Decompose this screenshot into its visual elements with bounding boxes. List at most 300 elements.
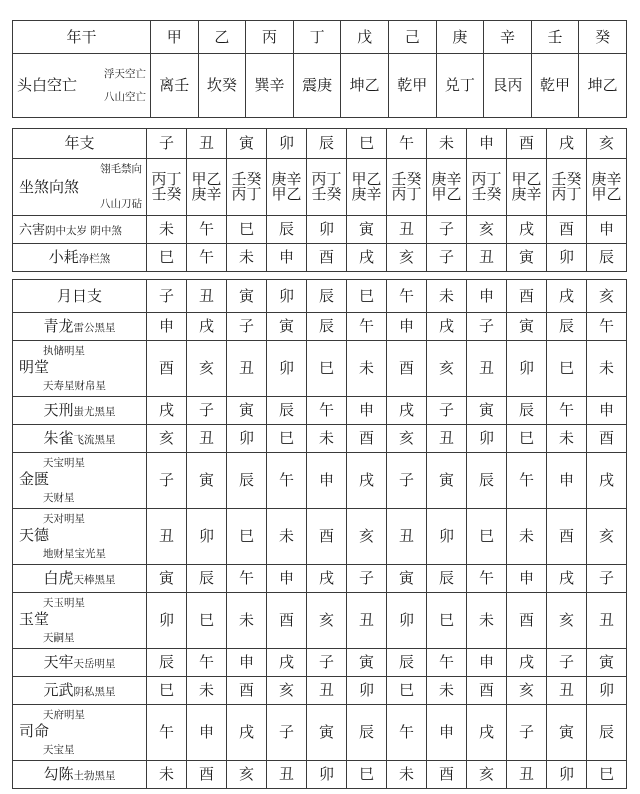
stem-cell: 庚 xyxy=(436,21,484,54)
branch-cell: 巳 xyxy=(347,280,387,313)
value-cell: 丑 xyxy=(467,341,507,397)
value-cell: 丑 xyxy=(147,509,187,565)
value-cell: 巳 xyxy=(147,244,187,272)
pair-cell: 甲乙 庚辛 xyxy=(347,159,387,216)
six-harm-row xyxy=(13,216,627,244)
value-cell: 丑 xyxy=(547,677,587,705)
value-cell: 寅 xyxy=(587,649,627,677)
spirit-main: 天牢 xyxy=(43,653,74,671)
spirit-sub-bottom: 天财星 xyxy=(43,491,75,504)
stem-cell: 己 xyxy=(388,21,436,54)
spirit-sub: 飞流黑星 xyxy=(73,434,116,446)
value-cell: 未 xyxy=(307,425,347,453)
value-cell: 申 xyxy=(427,705,467,761)
pair-cell: 庚辛 甲乙 xyxy=(267,159,307,216)
value-cell: 子 xyxy=(267,705,307,761)
value-cell: 丑 xyxy=(507,761,547,789)
value-cell: 辰 xyxy=(387,649,427,677)
value-cell: 午 xyxy=(387,705,427,761)
spirit-main: 明堂 xyxy=(19,358,50,376)
value-cell: 申 xyxy=(187,705,227,761)
value-cell: 卯 xyxy=(147,593,187,649)
branch-cell: 丑 xyxy=(187,129,227,159)
row-sub-label: 八山空亡 xyxy=(104,90,146,103)
value-cell: 子 xyxy=(147,453,187,509)
value-cell: 巳 xyxy=(227,509,267,565)
pair-cell: 庚辛 甲乙 xyxy=(427,159,467,216)
value-cell: 戌 xyxy=(227,705,267,761)
year-stem-table xyxy=(12,20,627,118)
row-sub-label: 翎毛禁向 xyxy=(100,163,142,175)
small-loss-label: 小耗净栏煞 xyxy=(13,244,147,272)
value-cell: 辰 xyxy=(467,453,507,509)
spirit-sub-top: 天对明星 xyxy=(43,513,85,525)
year-stem-header-row xyxy=(13,21,627,54)
value-cell: 戌 xyxy=(587,453,627,509)
month-day-row xyxy=(13,705,627,761)
value-cell: 亥 xyxy=(507,677,547,705)
value-cell: 寅 xyxy=(547,705,587,761)
pair-cell: 甲乙 庚辛 xyxy=(507,159,547,216)
spirit-label xyxy=(13,565,147,593)
spirit-label xyxy=(13,509,147,565)
value-cell: 巳 xyxy=(467,509,507,565)
value-cell: 震庚 xyxy=(293,54,341,118)
value-cell: 午 xyxy=(347,313,387,341)
value-cell: 午 xyxy=(267,453,307,509)
value-cell: 亥 xyxy=(267,677,307,705)
month-day-header-label: 月日支 xyxy=(13,280,147,313)
value-cell: 申 xyxy=(147,313,187,341)
spirit-main: 司命 xyxy=(19,722,50,740)
value-cell: 寅 xyxy=(387,565,427,593)
value-cell: 未 xyxy=(467,593,507,649)
spirit-label xyxy=(13,453,147,509)
value-cell: 寅 xyxy=(307,705,347,761)
month-day-header-row xyxy=(13,280,627,313)
stem-cell: 癸 xyxy=(579,21,627,54)
value-cell: 丑 xyxy=(387,216,427,244)
spirit-main: 青龙 xyxy=(43,317,74,335)
value-cell: 酉 xyxy=(387,341,427,397)
value-cell: 子 xyxy=(227,313,267,341)
spirit-sub-bottom: 天宝星 xyxy=(43,743,75,756)
value-cell: 坎癸 xyxy=(198,54,246,118)
value-cell: 未 xyxy=(387,761,427,789)
small-loss-row xyxy=(13,244,627,272)
value-cell: 未 xyxy=(347,341,387,397)
value-cell: 卯 xyxy=(547,244,587,272)
sitting-facing-sha-label xyxy=(13,159,147,216)
month-day-row xyxy=(13,593,627,649)
year-branch-table xyxy=(12,128,627,272)
row-main-label: 头白空亡 xyxy=(17,76,78,94)
spirit-main: 勾陈 xyxy=(43,765,74,783)
month-day-row xyxy=(13,341,627,397)
pair-cell: 壬癸 丙丁 xyxy=(227,159,267,216)
value-cell: 戌 xyxy=(347,244,387,272)
pair-cell: 庚辛 甲乙 xyxy=(587,159,627,216)
value-cell: 午 xyxy=(427,649,467,677)
value-cell: 未 xyxy=(147,761,187,789)
value-cell: 戌 xyxy=(547,565,587,593)
month-day-row xyxy=(13,313,627,341)
value-cell: 丑 xyxy=(467,244,507,272)
value-cell: 丑 xyxy=(347,593,387,649)
branch-cell: 亥 xyxy=(587,280,627,313)
value-cell: 亥 xyxy=(587,509,627,565)
stem-cell: 丙 xyxy=(246,21,294,54)
value-cell: 巳 xyxy=(427,593,467,649)
value-cell: 戌 xyxy=(147,397,187,425)
value-cell: 卯 xyxy=(347,677,387,705)
branch-cell: 辰 xyxy=(307,129,347,159)
value-cell: 申 xyxy=(227,649,267,677)
stem-cell: 辛 xyxy=(484,21,532,54)
value-cell: 卯 xyxy=(387,593,427,649)
spirit-sub: 土勃黑星 xyxy=(73,770,116,782)
spirit-label xyxy=(13,313,147,341)
value-cell: 辰 xyxy=(587,244,627,272)
branch-cell: 寅 xyxy=(227,129,267,159)
branch-cell: 申 xyxy=(467,280,507,313)
month-day-row xyxy=(13,509,627,565)
branch-cell: 丑 xyxy=(187,280,227,313)
spirit-label xyxy=(13,761,147,789)
value-cell: 寅 xyxy=(427,453,467,509)
value-cell: 辰 xyxy=(347,705,387,761)
value-cell: 酉 xyxy=(587,425,627,453)
value-cell: 寅 xyxy=(347,216,387,244)
value-cell: 卯 xyxy=(507,341,547,397)
pair-cell: 壬癸 丙丁 xyxy=(387,159,427,216)
value-cell: 亥 xyxy=(467,761,507,789)
value-cell: 戌 xyxy=(187,313,227,341)
value-cell: 辰 xyxy=(147,649,187,677)
value-cell: 午 xyxy=(147,705,187,761)
value-cell: 戌 xyxy=(467,705,507,761)
value-cell: 寅 xyxy=(147,565,187,593)
value-cell: 亥 xyxy=(227,761,267,789)
value-cell: 申 xyxy=(547,453,587,509)
value-cell: 未 xyxy=(227,244,267,272)
branch-cell: 午 xyxy=(387,129,427,159)
value-cell: 巳 xyxy=(307,341,347,397)
value-cell: 卯 xyxy=(587,677,627,705)
value-cell: 坤乙 xyxy=(341,54,389,118)
spirit-sub: 阴私黑星 xyxy=(73,686,116,698)
value-cell: 兑丁 xyxy=(436,54,484,118)
head-white-void-label xyxy=(13,54,151,118)
year-branch-header-row xyxy=(13,129,627,159)
value-cell: 戌 xyxy=(347,453,387,509)
pair-cell: 丙丁 壬癸 xyxy=(467,159,507,216)
value-cell: 卯 xyxy=(547,761,587,789)
value-cell: 卯 xyxy=(267,341,307,397)
row-main-label: 坐煞向煞 xyxy=(19,178,80,196)
value-cell: 巳 xyxy=(147,677,187,705)
spirit-label xyxy=(13,397,147,425)
value-cell: 亥 xyxy=(547,593,587,649)
branch-cell: 未 xyxy=(427,129,467,159)
spirit-sub-top: 天宝明星 xyxy=(43,457,85,469)
value-cell: 丑 xyxy=(267,761,307,789)
value-cell: 子 xyxy=(387,453,427,509)
value-cell: 戌 xyxy=(267,649,307,677)
value-cell: 酉 xyxy=(507,593,547,649)
value-cell: 子 xyxy=(427,397,467,425)
value-cell: 申 xyxy=(587,216,627,244)
stem-cell: 戊 xyxy=(341,21,389,54)
value-cell: 酉 xyxy=(307,244,347,272)
value-cell: 申 xyxy=(307,453,347,509)
value-cell: 离壬 xyxy=(151,54,199,118)
value-cell: 酉 xyxy=(347,425,387,453)
value-cell: 巳 xyxy=(227,216,267,244)
value-cell: 子 xyxy=(427,216,467,244)
value-cell: 亥 xyxy=(147,425,187,453)
spirit-label xyxy=(13,341,147,397)
value-cell: 酉 xyxy=(227,677,267,705)
spirit-label xyxy=(13,649,147,677)
spirit-label xyxy=(13,677,147,705)
value-cell: 寅 xyxy=(507,244,547,272)
month-day-row xyxy=(13,565,627,593)
branch-cell: 辰 xyxy=(307,280,347,313)
branch-cell: 卯 xyxy=(267,129,307,159)
six-harm-label: 六害阴中太岁 阴中煞 xyxy=(13,216,147,244)
value-cell: 未 xyxy=(427,677,467,705)
value-cell: 申 xyxy=(387,313,427,341)
branch-cell: 卯 xyxy=(267,280,307,313)
value-cell: 亥 xyxy=(387,244,427,272)
value-cell: 巳 xyxy=(587,761,627,789)
value-cell: 申 xyxy=(587,397,627,425)
value-cell: 未 xyxy=(187,677,227,705)
value-cell: 卯 xyxy=(427,509,467,565)
value-cell: 巳 xyxy=(387,677,427,705)
value-cell: 巳 xyxy=(347,761,387,789)
value-cell: 未 xyxy=(547,425,587,453)
value-cell: 未 xyxy=(267,509,307,565)
value-cell: 寅 xyxy=(507,313,547,341)
value-cell: 酉 xyxy=(547,509,587,565)
value-cell: 未 xyxy=(227,593,267,649)
row-sub-label: 八山刀砧 xyxy=(100,197,142,210)
spirit-sub-top: 执储明星 xyxy=(43,345,85,357)
value-cell: 辰 xyxy=(307,313,347,341)
value-cell: 亥 xyxy=(187,341,227,397)
value-cell: 戌 xyxy=(307,565,347,593)
value-cell: 辰 xyxy=(187,565,227,593)
branch-cell: 酉 xyxy=(507,280,547,313)
value-cell: 子 xyxy=(587,565,627,593)
value-cell: 戌 xyxy=(507,649,547,677)
spirit-sub-bottom: 地财星宝光星 xyxy=(43,547,106,560)
value-cell: 子 xyxy=(547,649,587,677)
value-cell: 丑 xyxy=(587,593,627,649)
value-cell: 辰 xyxy=(267,216,307,244)
spirit-main: 朱雀 xyxy=(43,429,74,447)
value-cell: 亥 xyxy=(387,425,427,453)
value-cell: 亥 xyxy=(307,593,347,649)
value-cell: 辰 xyxy=(507,397,547,425)
month-day-branch-table xyxy=(12,279,627,789)
branch-cell: 巳 xyxy=(347,129,387,159)
value-cell: 卯 xyxy=(307,761,347,789)
value-cell: 亥 xyxy=(347,509,387,565)
value-cell: 午 xyxy=(187,244,227,272)
value-cell: 亥 xyxy=(427,341,467,397)
spirit-main: 金匮 xyxy=(19,470,50,488)
spirit-sub: 天棒黑星 xyxy=(73,574,116,586)
spirit-main: 天德 xyxy=(19,526,50,544)
month-day-row xyxy=(13,397,627,425)
value-cell: 酉 xyxy=(187,761,227,789)
value-cell: 卯 xyxy=(187,509,227,565)
value-cell: 酉 xyxy=(547,216,587,244)
spirit-sub-top: 天玉明星 xyxy=(43,597,85,609)
spirit-main: 天刑 xyxy=(43,401,74,419)
value-cell: 乾甲 xyxy=(388,54,436,118)
year-branch-header-label: 年支 xyxy=(13,129,147,159)
value-cell: 丑 xyxy=(307,677,347,705)
value-cell: 巳 xyxy=(187,593,227,649)
value-cell: 午 xyxy=(187,649,227,677)
stem-cell: 壬 xyxy=(531,21,579,54)
value-cell: 卯 xyxy=(307,216,347,244)
value-cell: 午 xyxy=(467,565,507,593)
value-cell: 寅 xyxy=(227,397,267,425)
branch-cell: 午 xyxy=(387,280,427,313)
value-cell: 辰 xyxy=(587,705,627,761)
branch-cell: 子 xyxy=(147,280,187,313)
value-cell: 乾甲 xyxy=(531,54,579,118)
spirit-label xyxy=(13,425,147,453)
value-cell: 丑 xyxy=(187,425,227,453)
month-day-row xyxy=(13,453,627,509)
pair-cell: 丙丁 壬癸 xyxy=(307,159,347,216)
branch-cell: 亥 xyxy=(587,129,627,159)
value-cell: 戌 xyxy=(387,397,427,425)
value-cell: 坤乙 xyxy=(579,54,627,118)
value-cell: 子 xyxy=(187,397,227,425)
month-day-row xyxy=(13,761,627,789)
value-cell: 寅 xyxy=(267,313,307,341)
value-cell: 寅 xyxy=(187,453,227,509)
value-cell: 丑 xyxy=(227,341,267,397)
value-cell: 子 xyxy=(347,565,387,593)
value-cell: 酉 xyxy=(467,677,507,705)
spirit-label xyxy=(13,593,147,649)
value-cell: 巳 xyxy=(547,341,587,397)
value-cell: 寅 xyxy=(467,397,507,425)
value-cell: 辰 xyxy=(227,453,267,509)
spirit-sub: 天岳明星 xyxy=(73,658,116,670)
value-cell: 巳 xyxy=(507,425,547,453)
spirit-sub-top: 天府明星 xyxy=(43,709,85,721)
branch-cell: 申 xyxy=(467,129,507,159)
value-cell: 申 xyxy=(507,565,547,593)
sitting-facing-sha-row xyxy=(13,159,627,216)
value-cell: 酉 xyxy=(267,593,307,649)
branch-cell: 子 xyxy=(147,129,187,159)
value-cell: 戌 xyxy=(427,313,467,341)
month-day-row xyxy=(13,425,627,453)
value-cell: 子 xyxy=(467,313,507,341)
value-cell: 午 xyxy=(547,397,587,425)
value-cell: 辰 xyxy=(427,565,467,593)
branch-cell: 未 xyxy=(427,280,467,313)
month-day-row xyxy=(13,677,627,705)
value-cell: 亥 xyxy=(467,216,507,244)
value-cell: 寅 xyxy=(347,649,387,677)
value-cell: 午 xyxy=(307,397,347,425)
value-cell: 巳 xyxy=(267,425,307,453)
spirit-sub: 蚩尤黑星 xyxy=(73,406,116,418)
value-cell: 巽辛 xyxy=(246,54,294,118)
value-cell: 未 xyxy=(147,216,187,244)
pair-cell: 壬癸 丙丁 xyxy=(547,159,587,216)
branch-cell: 寅 xyxy=(227,280,267,313)
branch-cell: 戌 xyxy=(547,280,587,313)
spirit-sub: 雷公黑星 xyxy=(73,322,116,334)
stem-cell: 乙 xyxy=(198,21,246,54)
spirit-label xyxy=(13,705,147,761)
value-cell: 子 xyxy=(507,705,547,761)
value-cell: 未 xyxy=(587,341,627,397)
value-cell: 艮丙 xyxy=(484,54,532,118)
value-cell: 申 xyxy=(267,565,307,593)
value-cell: 卯 xyxy=(467,425,507,453)
value-cell: 酉 xyxy=(307,509,347,565)
stem-cell: 丁 xyxy=(293,21,341,54)
value-cell: 子 xyxy=(427,244,467,272)
spirit-main: 玉堂 xyxy=(19,610,50,628)
stem-cell: 甲 xyxy=(151,21,199,54)
value-cell: 申 xyxy=(267,244,307,272)
value-cell: 丑 xyxy=(427,425,467,453)
value-cell: 午 xyxy=(587,313,627,341)
spirit-main: 元武 xyxy=(43,681,74,699)
value-cell: 午 xyxy=(507,453,547,509)
value-cell: 午 xyxy=(227,565,267,593)
pair-cell: 丙丁 壬癸 xyxy=(147,159,187,216)
value-cell: 午 xyxy=(187,216,227,244)
value-cell: 辰 xyxy=(267,397,307,425)
spirit-sub-bottom: 天嗣星 xyxy=(43,631,75,644)
month-day-row xyxy=(13,649,627,677)
year-stem-header-label: 年干 xyxy=(13,21,151,54)
value-cell: 酉 xyxy=(147,341,187,397)
value-cell: 戌 xyxy=(507,216,547,244)
pair-cell: 甲乙 庚辛 xyxy=(187,159,227,216)
value-cell: 丑 xyxy=(387,509,427,565)
branch-cell: 酉 xyxy=(507,129,547,159)
value-cell: 卯 xyxy=(227,425,267,453)
value-cell: 辰 xyxy=(547,313,587,341)
spirit-sub-bottom: 天寿星财帛星 xyxy=(43,379,106,392)
spirit-main: 白虎 xyxy=(43,569,74,587)
value-cell: 子 xyxy=(307,649,347,677)
head-white-void-row xyxy=(13,54,627,118)
value-cell: 申 xyxy=(347,397,387,425)
value-cell: 申 xyxy=(467,649,507,677)
branch-cell: 戌 xyxy=(547,129,587,159)
value-cell: 酉 xyxy=(427,761,467,789)
row-sub-label: 浮天空亡 xyxy=(104,68,146,81)
value-cell: 未 xyxy=(507,509,547,565)
